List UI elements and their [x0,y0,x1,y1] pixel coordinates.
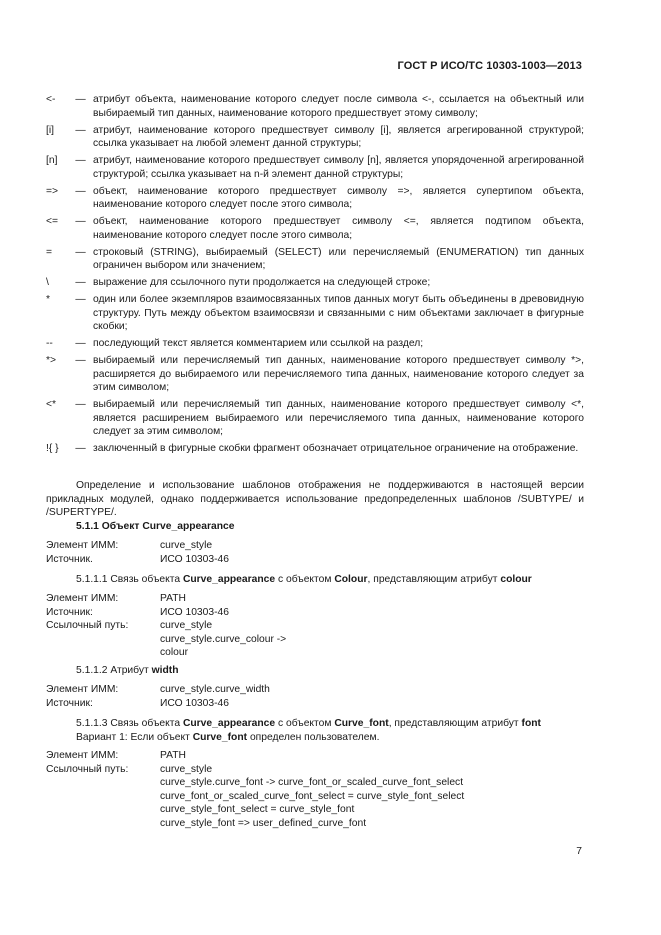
definition-item: !{ } — заключенный в фигурные скобки фрагмент обозначает отрицательное ограничение на отображение. [46,442,584,456]
document-header: ГОСТ Р ИСО/ТС 10303-1003—2013 [397,60,582,72]
section-5-1-1-1-heading: 5.1.1.1 Связь объекта Curve_appearance с объектом Colour, представляющим атрибут colour [76,574,532,585]
templates-paragraph: Определение и использование шаблонов отображения не поддерживаются в настоящей версии прикладных модулей, однако поддерживается использование предопределенных шаблонов /SUBTYPE/ и /SUPERTYPE/. [46,480,584,518]
definition-text: выбираемый или перечисляемый тип данных, наименование которого предшествует символу *>, расширяется до выбираемого или перечисляемого типа данных, наименование которого следует за этим символом; [93,355,584,393]
definition-item: *> — выбираемый или перечисляемый тип данных, наименование которого предшествует символу *>, расширяется до выбираемого или перечисляемого типа данных, наименование которого следует за этим символом; [46,355,584,393]
section-5-1-1-mapping: Элемент ИММ: curve_style Источник. ИСО 10303-46 [46,540,229,565]
definition-item: => — объект, наименование которого предшествует символу =>, является супертипом объекта, наименование которого следует после этого символа; [46,185,584,210]
definition-text: атрибут объекта, наименование которого следует после символа <-, ссылается на объектный или выбираемый тип данных, наименование которого предшествует этому символу; [93,94,584,119]
definition-text: выражение для ссылочного пути продолжается на следующей строке; [93,277,431,288]
definition-text: заключенный в фигурные скобки фрагмент обозначает отрицательное ограничение на отображение. [93,443,579,454]
definition-symbol: = [46,246,53,258]
definition-text: строковый (STRING), выбираемый (SELECT) или перечисляемый (ENUMERATION) тип данных ограничен выбором или значением; [93,246,584,271]
definition-item: -- — последующий текст является комментарием или ссылкой на раздел; [46,337,584,351]
definition-item: = — строковый (STRING), выбираемый (SELECT) или перечисляемый (ENUMERATION) тип данных ограничен выбором или значением; [46,246,584,271]
definition-text: выбираемый или перечисляемый тип данных, наименование которого предшествует символу <*, является расширением выбираемого или перечисляемого типа данных, наименование которого следует за этим символом; [93,399,584,437]
definition-text: последующий текст является комментарием или ссылкой на раздел; [93,338,424,349]
definition-symbol: -- [46,338,53,349]
section-5-1-1-1-mapping: Элемент ИММ: PATH Источник: ИСО 10303-46 Ссылочный путь: curve_style curve_style.curve_colour -> colour [46,593,287,658]
definition-item: <* — выбираемый или перечисляемый тип данных, наименование которого предшествует символу <*, является расширением выбираемого или перечисляемого типа данных, наименование которого следует за этим символом; [46,399,584,437]
definition-symbol: => [46,185,59,197]
definition-symbol: !{ } [46,443,59,454]
definition-symbol: <= [46,216,59,227]
section-5-1-1-heading: 5.1.1 Объект Curve_appearance [76,521,235,532]
definition-symbol: \ [46,277,49,288]
section-5-1-1-2-mapping: Элемент ИММ: curve_style.curve_width Источник: ИСО 10303-46 [46,684,270,709]
symbol-definitions-list [46,93,584,459]
definition-text: атрибут, наименование которого предшествует символу [i], является агрегированной структурой; ссылка указывает на любой элемент данной структуры; [93,124,584,149]
definition-symbol: <- [46,94,56,105]
definition-item: <- — атрибут объекта, наименование которого следует после символа <-, ссылается на объектный или выбираемый тип данных, наименование которого предшествует этому символу; [46,94,584,119]
definition-text: атрибут, наименование которого предшествует символу [n], является упорядоченной агрегированной структурой; ссылка указывает на n-й элемент данной структуры; [93,155,584,180]
definition-item: \ — выражение для ссылочного пути продолжается на следующей строке; [46,276,584,290]
definition-item: [n] — атрибут, наименование которого предшествует символу [n], является упорядоченной агрегированной структурой; ссылка указывает на n-й элемент данной структуры; [46,155,584,180]
definition-item: [i] — атрибут, наименование которого предшествует символу [i], является агрегированной структурой; ссылка указывает на любой элемент данной структуры; [46,124,584,149]
section-5-1-1-3-heading: 5.1.1.3 Связь объекта Curve_appearance с объектом Curve_font, представляющим атрибут font [76,718,541,729]
section-5-1-1-2-heading: 5.1.1.2 Атрибут width [76,665,179,676]
definition-symbol: * [46,294,51,305]
definition-symbol: <* [46,399,57,410]
definition-text: объект, наименование которого предшествует символу =>, является супертипом объекта, наименование которого следует после этого символа; [93,185,584,210]
definition-item: <= — объект, наименование которого предшествует символу <=, является подтипом объекта, наименование которого следует после этого символа; [46,216,584,241]
definition-symbol: [i] [46,124,55,136]
definition-text: объект, наименование которого предшествует символу <=, является подтипом объекта, наименование которого следует после этого символа; [93,216,584,241]
definition-symbol: [n] [46,155,58,166]
page-number: 7 [576,846,582,857]
definition-symbol: *> [46,355,57,366]
definition-text: один или более экземпляров взаимосвязанных типов данных могут быть объединены в древовидную структуру. Путь между объектом взаимосвязи и связанными с ним объектами заключает в фигурные скобки; [93,294,584,332]
definition-item: * — один или более экземпляров взаимосвязанных типов данных могут быть объединены в древовидную структуру. Путь между объектом взаимосвязи и связанными с ним объектами заключает в фигурные скобки; [46,294,584,332]
variant-1-note: Вариант 1: Если объект Curve_font определен пользователем. [76,732,380,743]
section-5-1-1-3-mapping: Элемент ИММ: PATH Ссылочный путь: curve_style curve_style.curve_font -> curve_font_or_scaled_curve_font_select curve_font_or_scaled_curve_font_select = curve_style_font_select curve_style_font_select = curve_style_font curve_style_font => user_defined_curve_font [46,750,465,829]
